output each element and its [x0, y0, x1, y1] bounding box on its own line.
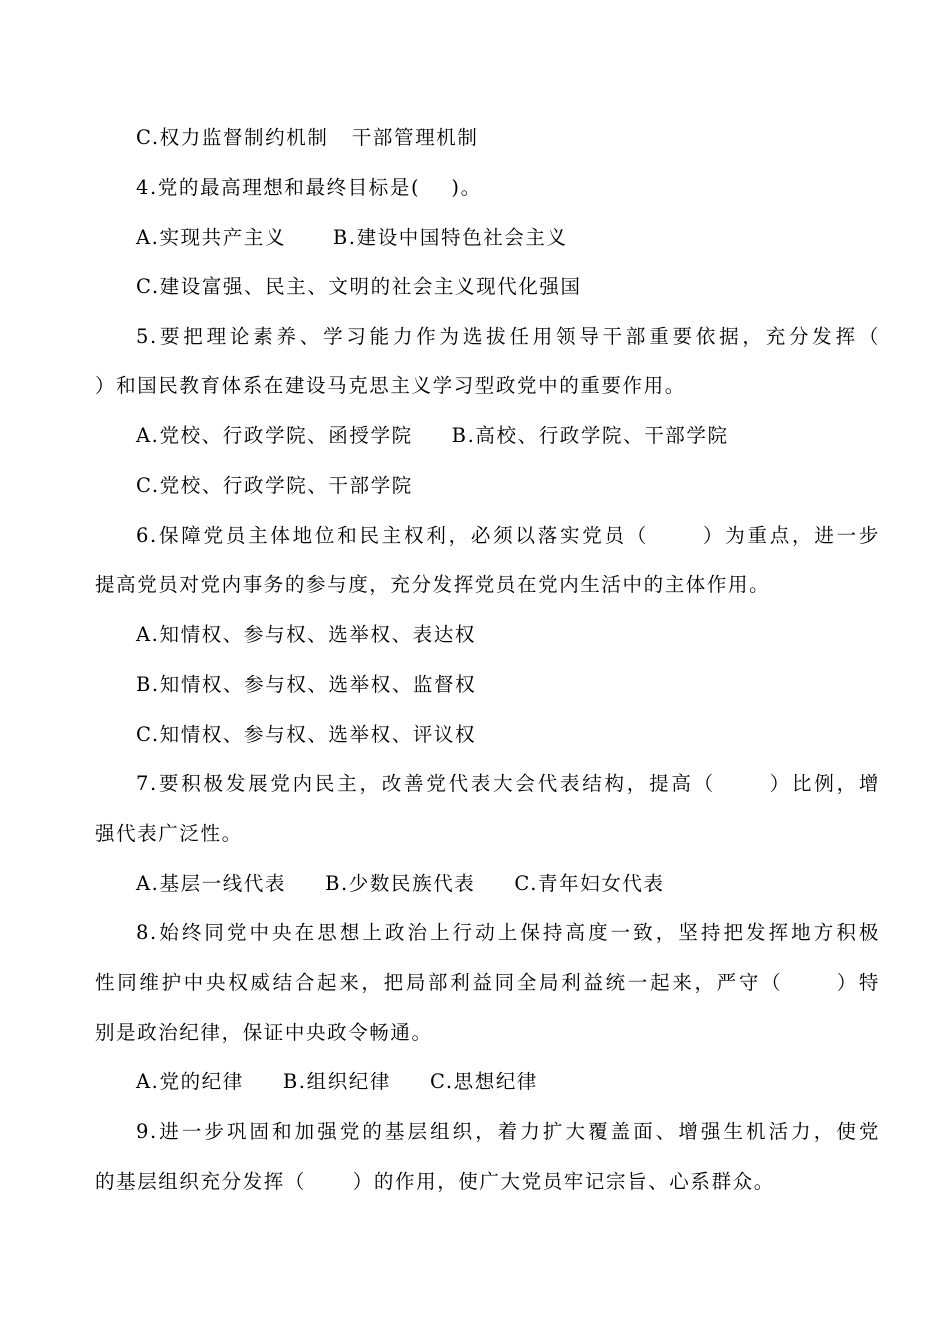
question-8-line-3: 别是政治纪律，保证中央政令畅通。 [95, 1021, 433, 1044]
options-5ab: A.党校、行政学院、函授学院 B.高校、行政学院、干部学院 [136, 424, 729, 447]
question-6-line-1: 6.保障党员主体地位和民主权利，必须以落实党员（ ）为重点，进一步 [136, 524, 880, 547]
question-5-line-2: ）和国民教育体系在建设马克思主义学习型政党中的重要作用。 [95, 374, 686, 397]
question-9-line-1: 9.进一步巩固和加强党的基层组织，着力扩大覆盖面、增强生机活力，使党 [136, 1120, 880, 1143]
option-6a: A.知情权、参与权、选举权、表达权 [136, 623, 476, 646]
options-4ab: A.实现共产主义 B.建设中国特色社会主义 [136, 226, 568, 249]
question-9-line-2: 的基层组织充分发挥（ ）的作用，使广大党员牢记宗旨、心系群众。 [95, 1170, 775, 1193]
option-4c: C.建设富强、民主、文明的社会主义现代化强国 [136, 275, 582, 298]
question-6-line-2: 提高党员对党内事务的参与度，充分发挥党员在党内生活中的主体作用。 [95, 573, 771, 596]
option-6c: C.知情权、参与权、选举权、评议权 [136, 723, 477, 746]
options-7: A.基层一线代表 B.少数民族代表 C.青年妇女代表 [136, 872, 665, 895]
question-7-line-1: 7.要积极发展党内民主，改善党代表大会代表结构，提高（ ）比例，增 [136, 772, 880, 795]
option-5c: C.党校、行政学院、干部学院 [136, 474, 413, 497]
options-8: A.党的纪律 B.组织纪律 C.思想纪律 [136, 1070, 539, 1093]
question-5-line-1: 5.要把理论素养、学习能力作为选拔任用领导干部重要依据，充分发挥（ [136, 325, 880, 348]
option-line-3c: C.权力监督制约机制 干部管理机制 [136, 126, 479, 149]
question-4: 4.党的最高理想和最终目标是( )。 [136, 176, 482, 199]
question-7-line-2: 强代表广泛性。 [95, 822, 243, 845]
option-6b: B.知情权、参与权、选举权、监督权 [136, 673, 477, 696]
question-8-line-1: 8.始终同党中央在思想上政治上行动上保持高度一致，坚持把发挥地方积极 [136, 921, 880, 944]
question-8-line-2: 性同维护中央权威结合起来，把局部利益同全局利益统一起来，严守（ ）特 [95, 971, 880, 994]
